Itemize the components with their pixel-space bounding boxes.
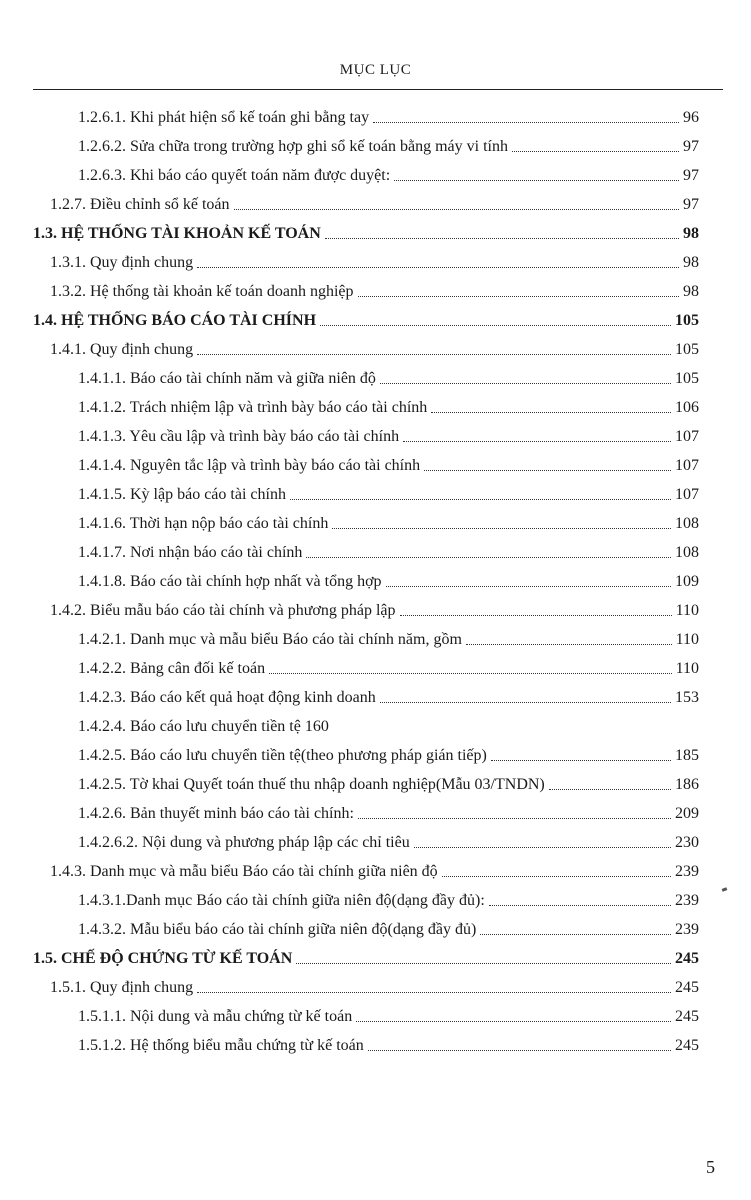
- toc-entry-page: 98: [683, 283, 699, 300]
- toc-entry-page: 108: [675, 544, 699, 561]
- toc-dot-leader: [358, 296, 680, 297]
- toc-entry-label: 1.4. HỆ THỐNG BÁO CÁO TÀI CHÍNH: [33, 312, 317, 329]
- toc-entry: [33, 305, 699, 331]
- stray-mark: [722, 887, 728, 892]
- toc-entry-page: 186: [675, 776, 699, 793]
- toc-dot-leader: [197, 992, 671, 993]
- toc-entry-page: 105: [675, 341, 699, 358]
- toc-dot-leader: [290, 499, 671, 500]
- toc-entry-label: 1.4.2.5. Báo cáo lưu chuyển tiền tệ(theo phương pháp gián tiếp): [78, 747, 487, 764]
- toc-dot-leader: [549, 789, 671, 790]
- toc-entry-label: 1.5. CHẾ ĐỘ CHỨNG TỪ KẾ TOÁN: [33, 950, 293, 967]
- toc-entry-label: 1.4.1. Quy định chung: [50, 341, 194, 358]
- toc-entry: [50, 189, 699, 215]
- toc-entry-label: 1.5.1.2. Hệ thống biểu mẫu chứng từ kế toán: [78, 1037, 364, 1054]
- toc-entry-page: 153: [675, 689, 699, 706]
- toc-dot-leader: [480, 934, 671, 935]
- toc-entry-label: 1.4.1.8. Báo cáo tài chính hợp nhất và tổng hợp: [78, 573, 382, 590]
- toc-entry: [50, 247, 699, 273]
- toc-entry-label: 1.4.2.5. Tờ khai Quyết toán thuế thu nhập doanh nghiệp(Mẫu 03/TNDN): [78, 776, 545, 793]
- toc-dot-leader: [512, 151, 679, 152]
- toc-dot-leader: [269, 673, 672, 674]
- toc-entry: [78, 363, 699, 389]
- toc-entry-page: 109: [675, 573, 699, 590]
- toc-dot-leader: [380, 383, 671, 384]
- toc-entry: [78, 1030, 699, 1056]
- toc-entry-label: 1.2.7. Điều chỉnh sổ kế toán: [50, 196, 230, 213]
- toc-entry-page: 245: [675, 1037, 699, 1054]
- toc-entry-label: 1.3.1. Quy định chung: [50, 254, 194, 271]
- toc-entry: [50, 856, 699, 882]
- toc-entry-label: 1.4.2.3. Báo cáo kết quả hoạt động kinh doanh: [78, 689, 376, 706]
- toc-entry-label: 1.4.2.6. Bản thuyết minh báo cáo tài chính:: [78, 805, 354, 822]
- toc-entry: [78, 740, 699, 766]
- toc-entry-page: 245: [675, 979, 699, 996]
- header-rule: [33, 89, 723, 90]
- toc-dot-leader: [491, 760, 671, 761]
- toc-entry-page: 185: [675, 747, 699, 764]
- toc-entry-label: 1.4.2.6.2. Nội dung và phương pháp lập các chỉ tiêu: [78, 834, 410, 851]
- toc-entry: [78, 392, 699, 418]
- toc-entry-page: 106: [675, 399, 699, 416]
- toc-entry-page: 98: [683, 254, 699, 271]
- toc-entry-page: 105: [675, 370, 699, 387]
- toc-entry-label: 1.4.2.1. Danh mục và mẫu biểu Báo cáo tài chính năm, gồm: [78, 631, 462, 648]
- toc-entry: [78, 914, 699, 940]
- toc-entry: [78, 885, 699, 911]
- toc-dot-leader: [325, 238, 679, 239]
- toc-entry: [78, 653, 699, 679]
- toc-dot-leader: [373, 122, 679, 123]
- toc-entry-page: 107: [675, 428, 699, 445]
- toc-entry-label: 1.4.2. Biểu mẫu báo cáo tài chính và phương pháp lập: [50, 602, 396, 619]
- toc-entry-page: 245: [675, 1008, 699, 1025]
- toc-entry-page: 110: [675, 602, 699, 619]
- toc-dot-leader: [466, 644, 672, 645]
- toc-entry-page: 245: [675, 950, 699, 967]
- toc-entry: [78, 682, 699, 708]
- toc-dot-leader: [320, 325, 671, 326]
- toc-entry: [78, 798, 699, 824]
- toc-entry-label: 1.2.6.1. Khi phát hiện sổ kế toán ghi bằng tay: [78, 109, 370, 126]
- toc-entry: [78, 827, 699, 853]
- toc-entry-page: 230: [675, 834, 699, 851]
- toc-entry-page: 110: [675, 631, 699, 648]
- toc-entry-label: 1.3. HỆ THỐNG TÀI KHOẢN KẾ TOÁN: [33, 225, 321, 242]
- toc-entry-page: 97: [683, 138, 699, 155]
- toc-entry: [78, 450, 699, 476]
- toc-entry: [33, 943, 699, 969]
- toc-entry-page: 239: [675, 863, 699, 880]
- toc-entry-label: 1.4.1.5. Kỳ lập báo cáo tài chính: [78, 486, 286, 503]
- toc-entry: [78, 711, 329, 737]
- page-header-title: MỤC LỤC: [339, 62, 412, 78]
- toc-dot-leader: [332, 528, 671, 529]
- toc-entry-page: 110: [675, 660, 699, 677]
- toc-entry: [50, 276, 699, 302]
- toc-entry-page: 107: [675, 486, 699, 503]
- toc-entry-page: 97: [683, 196, 699, 213]
- toc-dot-leader: [386, 586, 671, 587]
- toc-entry-page: 108: [675, 515, 699, 532]
- toc-entry-label: 1.4.3. Danh mục và mẫu biểu Báo cáo tài chính giữa niên độ: [50, 863, 438, 880]
- toc-entry: [78, 624, 699, 650]
- toc-dot-leader: [306, 557, 671, 558]
- toc-entry-page: 239: [675, 921, 699, 938]
- toc-entry-label: 1.4.1.3. Yêu cầu lập và trình bày báo cáo tài chính: [78, 428, 400, 445]
- page-number: 5: [706, 1157, 715, 1177]
- toc-dot-leader: [356, 1021, 671, 1022]
- toc-entry-page: 105: [675, 312, 699, 329]
- toc-entry: [78, 508, 699, 534]
- toc-dot-leader: [197, 354, 671, 355]
- toc-entry-label: 1.4.1.1. Báo cáo tài chính năm và giữa niên độ: [78, 370, 376, 387]
- toc-entry: [78, 769, 699, 795]
- toc-entry: [78, 566, 699, 592]
- toc-entry-label: 1.4.3.2. Mẫu biểu báo cáo tài chính giữa niên độ(dạng đầy đủ): [78, 921, 477, 938]
- toc-entry-page: 239: [675, 892, 699, 909]
- toc-dot-leader: [234, 209, 679, 210]
- toc-entry-label: 1.5.1.1. Nội dung và mẫu chứng từ kế toán: [78, 1008, 353, 1025]
- toc-entry-label: 1.3.2. Hệ thống tài khoản kế toán doanh nghiệp: [50, 283, 354, 300]
- toc-entry: [33, 218, 699, 244]
- toc-entry-page: 98: [683, 225, 699, 242]
- toc-entry: [78, 160, 699, 186]
- toc-dot-leader: [380, 702, 671, 703]
- toc-dot-leader: [368, 1050, 671, 1051]
- toc-entry: [78, 479, 699, 505]
- toc-entry-page: 96: [683, 109, 699, 126]
- toc-dot-leader: [358, 818, 671, 819]
- toc-entry-page: 107: [675, 457, 699, 474]
- toc-entry: [78, 537, 699, 563]
- toc-entry-label: 1.4.1.2. Trách nhiệm lập và trình bày báo cáo tài chính: [78, 399, 428, 416]
- toc-entry: [78, 102, 699, 128]
- toc-entry-label: 1.2.6.2. Sửa chữa trong trường hợp ghi sổ kế toán bằng máy vi tính: [78, 138, 508, 155]
- toc-dot-leader: [403, 441, 671, 442]
- toc-entry: [50, 334, 699, 360]
- toc-dot-leader: [431, 412, 671, 413]
- toc-entry: [78, 421, 699, 447]
- toc-dot-leader: [489, 905, 671, 906]
- toc-entry: [78, 1001, 699, 1027]
- toc-dot-leader: [424, 470, 671, 471]
- toc-entry-page: 97: [683, 167, 699, 184]
- toc-dot-leader: [394, 180, 679, 181]
- toc-entry-page: 209: [675, 805, 699, 822]
- toc-entry: [78, 131, 699, 157]
- toc-dot-leader: [296, 963, 671, 964]
- toc-dot-leader: [414, 847, 671, 848]
- toc-dot-leader: [197, 267, 679, 268]
- toc-entry-label: 1.4.2.2. Bảng cân đối kế toán: [78, 660, 266, 677]
- toc-entry-label: 1.5.1. Quy định chung: [50, 979, 194, 996]
- toc-dot-leader: [400, 615, 672, 616]
- toc-entry: [50, 972, 699, 998]
- toc-entry-label: 1.2.6.3. Khi báo cáo quyết toán năm được duyệt:: [78, 167, 391, 184]
- toc-entry-label: 1.4.1.4. Nguyên tắc lập và trình bày báo cáo tài chính: [78, 457, 421, 474]
- toc-dot-leader: [442, 876, 671, 877]
- toc-entry-label: 1.4.1.7. Nơi nhận báo cáo tài chính: [78, 544, 303, 561]
- toc-entry-label: 1.4.2.4. Báo cáo lưu chuyển tiền tệ 160: [78, 718, 329, 735]
- toc-entry-label: 1.4.3.1.Danh mục Báo cáo tài chính giữa niên độ(dạng đầy đủ):: [78, 892, 485, 909]
- toc-entry: [50, 595, 699, 621]
- toc-entry-label: 1.4.1.6. Thời hạn nộp báo cáo tài chính: [78, 515, 329, 532]
